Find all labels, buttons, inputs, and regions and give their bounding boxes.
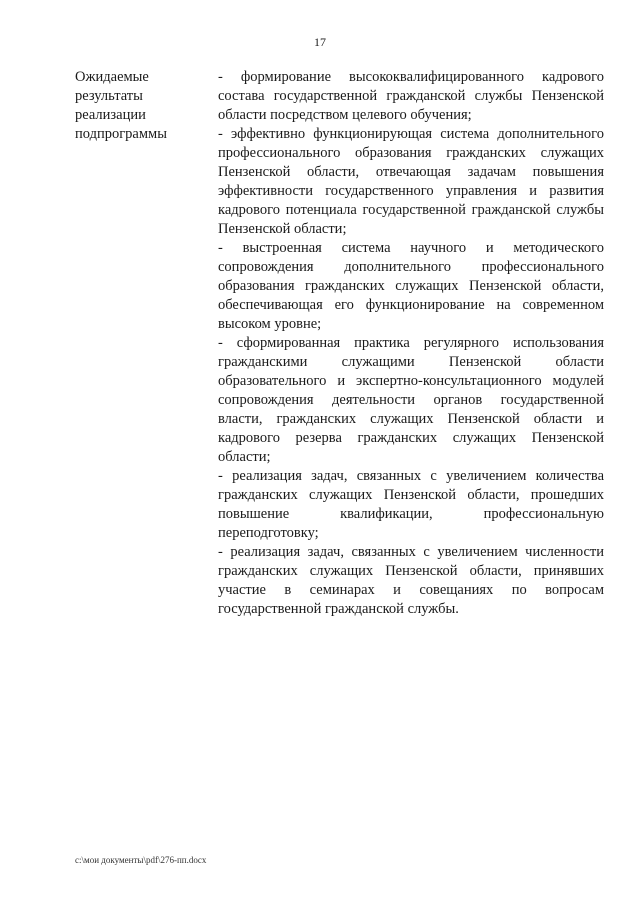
list-item: - эффективно функционирующая система дополнительного профессионального образования гражданских служащих Пензенской области, отвечающая задачам повышения эффективности государственного управления и развития кадрового потенциала государственной гражданской службы Пензенской области;: [218, 126, 604, 237]
row-label: Ожидаемые результаты реализации подпрограммы: [75, 69, 167, 142]
expected-results-list: [218, 68, 604, 619]
page-number: 17: [314, 35, 326, 49]
footer-file-path: c:\мои документы\pdf\276-пп.docx: [75, 855, 207, 865]
list-item: - реализация задач, связанных с увеличением численности гражданских служащих Пензенской области, принявших участие в семинарах и совещаниях по вопросам государственной гражданской службы.: [218, 544, 604, 617]
list-item: - сформированная практика регулярного использования гражданскими служащими Пензенской области образовательного и экспертно-консультационного модулей сопровождения деятельности органов государственной власти, гражданских служащих Пензенской области и кадрового резерва гражданских служащих Пензенской области;: [218, 335, 604, 465]
list-item: - выстроенная система научного и методического сопровождения дополнительного профессионального образования гражданских служащих Пензенской области, обеспечивающая его функционирование на современном высоком уровне;: [218, 240, 604, 332]
list-item: - формирование высококвалифицированного кадрового состава государственной гражданской службы Пензенской области посредством целевого обучения;: [218, 69, 604, 123]
list-item: - реализация задач, связанных с увеличением количества гражданских служащих Пензенской области, прошедших повышение квалификации, профессиональную переподготовку;: [218, 468, 604, 541]
